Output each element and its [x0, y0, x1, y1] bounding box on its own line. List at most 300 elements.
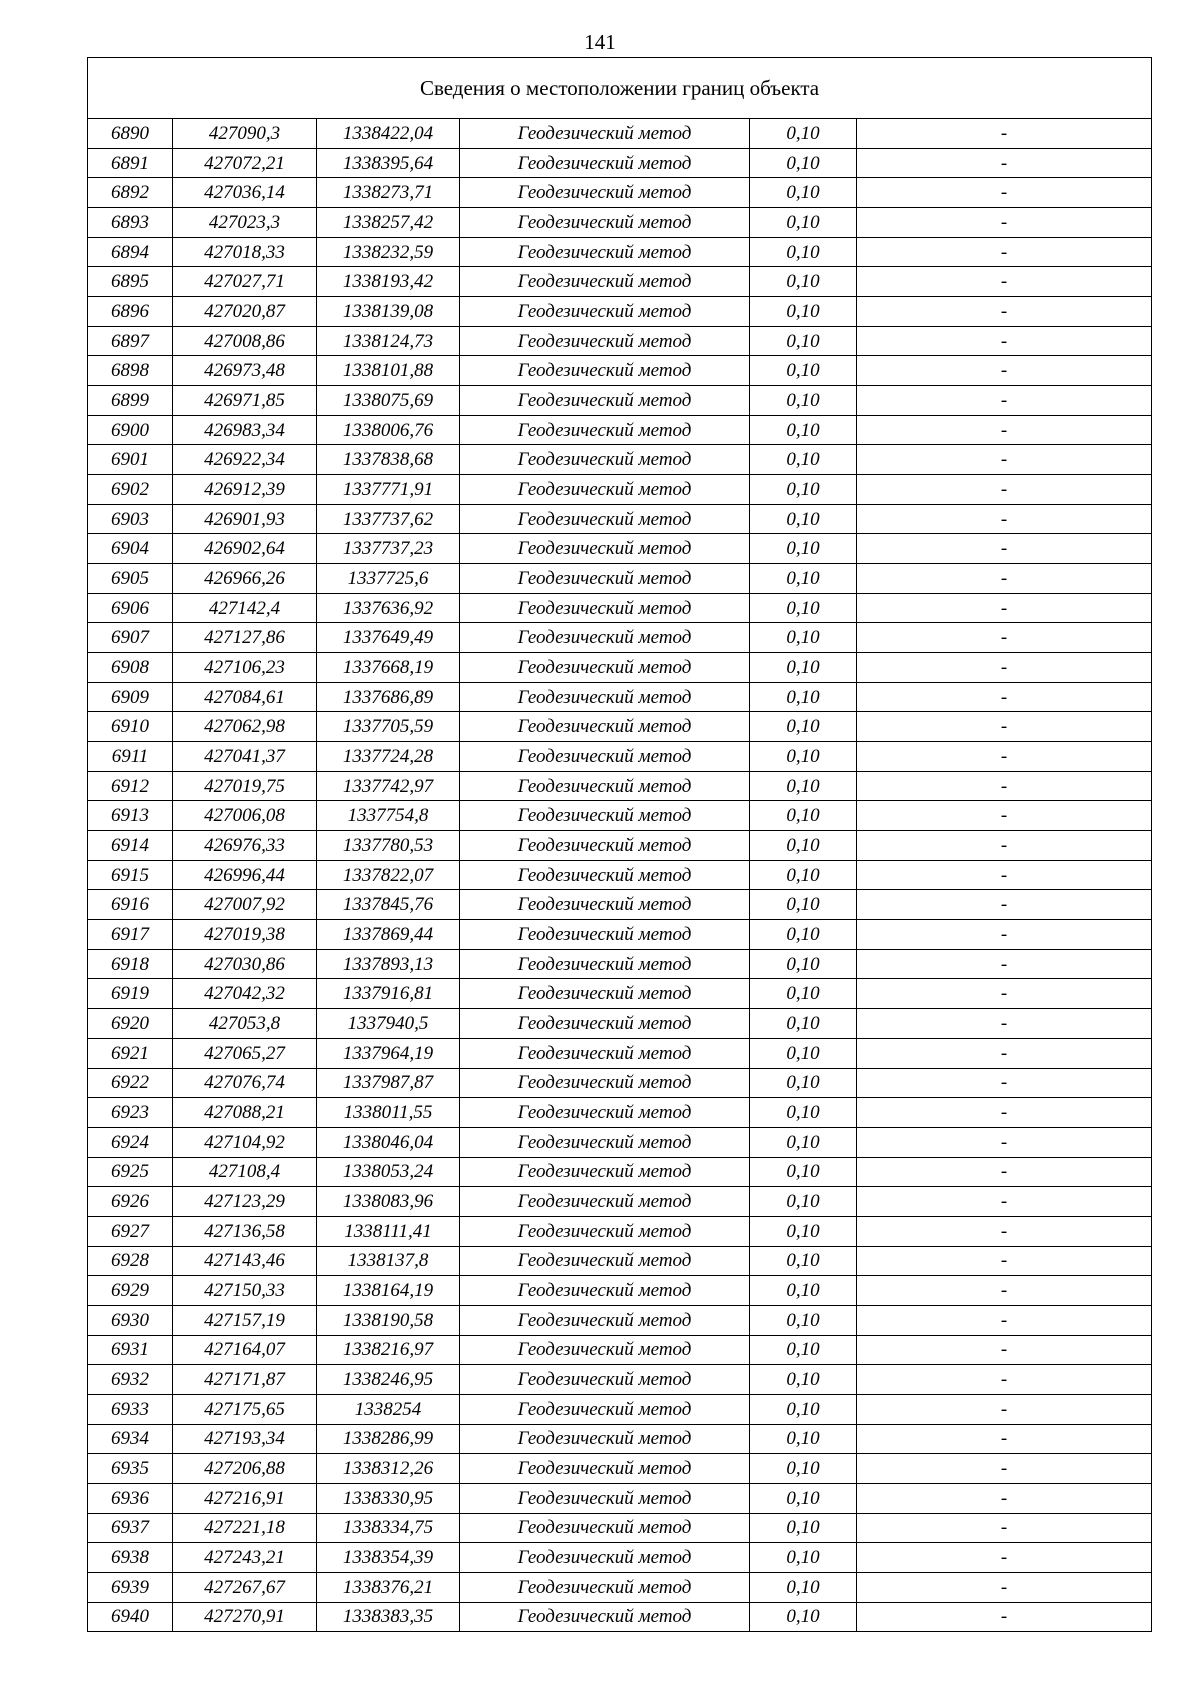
table-row: [88, 1098, 1152, 1128]
x-coordinate-cell: 427019,38: [173, 920, 317, 950]
table-row: [88, 1572, 1152, 1602]
method-cell: Геодезический метод: [460, 653, 750, 683]
method-cell: Геодезический метод: [460, 682, 750, 712]
method-cell: Геодезический метод: [460, 237, 750, 267]
method-cell: Геодезический метод: [460, 1483, 750, 1513]
x-coordinate-cell: 427164,07: [173, 1335, 317, 1365]
accuracy-cell: 0,10: [750, 119, 857, 149]
y-coordinate-cell: 1337705,59: [317, 712, 460, 742]
table-row: [88, 949, 1152, 979]
table-row: [88, 1394, 1152, 1424]
method-cell: Геодезический метод: [460, 949, 750, 979]
method-cell: Геодезический метод: [460, 148, 750, 178]
x-coordinate-cell: 426976,33: [173, 831, 317, 861]
accuracy-cell: 0,10: [750, 1602, 857, 1632]
y-coordinate-cell: 1337987,87: [317, 1068, 460, 1098]
table-row: [88, 178, 1152, 208]
x-coordinate-cell: 427104,92: [173, 1127, 317, 1157]
x-coordinate-cell: 427221,18: [173, 1513, 317, 1543]
description-cell: -: [857, 979, 1152, 1009]
table-row: [88, 653, 1152, 683]
y-coordinate-cell: 1337771,91: [317, 475, 460, 505]
point-number-cell: 6903: [88, 504, 173, 534]
table-row: [88, 771, 1152, 801]
description-cell: -: [857, 712, 1152, 742]
y-coordinate-cell: 1338334,75: [317, 1513, 460, 1543]
accuracy-cell: 0,10: [750, 1038, 857, 1068]
method-cell: Геодезический метод: [460, 356, 750, 386]
point-number-cell: 6902: [88, 475, 173, 505]
accuracy-cell: 0,10: [750, 178, 857, 208]
x-coordinate-cell: 427042,32: [173, 979, 317, 1009]
boundary-coordinates-table: [87, 57, 1152, 1632]
accuracy-cell: 0,10: [750, 415, 857, 445]
method-cell: Геодезический метод: [460, 1454, 750, 1484]
y-coordinate-cell: 1337649,49: [317, 623, 460, 653]
point-number-cell: 6930: [88, 1305, 173, 1335]
description-cell: -: [857, 1572, 1152, 1602]
point-number-cell: 6895: [88, 267, 173, 297]
description-cell: -: [857, 1602, 1152, 1632]
point-number-cell: 6899: [88, 386, 173, 416]
table-row: [88, 1513, 1152, 1543]
y-coordinate-cell: 1338075,69: [317, 386, 460, 416]
table-row: [88, 237, 1152, 267]
description-cell: -: [857, 564, 1152, 594]
x-coordinate-cell: 427030,86: [173, 949, 317, 979]
table-row: [88, 890, 1152, 920]
method-cell: Геодезический метод: [460, 1276, 750, 1306]
method-cell: Геодезический метод: [460, 920, 750, 950]
x-coordinate-cell: 427023,3: [173, 208, 317, 238]
x-coordinate-cell: 426973,48: [173, 356, 317, 386]
point-number-cell: 6934: [88, 1424, 173, 1454]
point-number-cell: 6896: [88, 297, 173, 327]
accuracy-cell: 0,10: [750, 1335, 857, 1365]
x-coordinate-cell: 427270,91: [173, 1602, 317, 1632]
point-number-cell: 6921: [88, 1038, 173, 1068]
description-cell: -: [857, 148, 1152, 178]
accuracy-cell: 0,10: [750, 1009, 857, 1039]
accuracy-cell: 0,10: [750, 564, 857, 594]
point-number-cell: 6924: [88, 1127, 173, 1157]
table-row: [88, 475, 1152, 505]
x-coordinate-cell: 427018,33: [173, 237, 317, 267]
x-coordinate-cell: 427150,33: [173, 1276, 317, 1306]
description-cell: -: [857, 742, 1152, 772]
method-cell: Геодезический метод: [460, 1157, 750, 1187]
x-coordinate-cell: 427065,27: [173, 1038, 317, 1068]
point-number-cell: 6912: [88, 771, 173, 801]
method-cell: Геодезический метод: [460, 593, 750, 623]
x-coordinate-cell: 427072,21: [173, 148, 317, 178]
description-cell: -: [857, 653, 1152, 683]
description-cell: -: [857, 119, 1152, 149]
description-cell: -: [857, 1127, 1152, 1157]
point-number-cell: 6917: [88, 920, 173, 950]
table-row: [88, 1335, 1152, 1365]
point-number-cell: 6900: [88, 415, 173, 445]
table-row: [88, 1424, 1152, 1454]
y-coordinate-cell: 1338286,99: [317, 1424, 460, 1454]
point-number-cell: 6926: [88, 1187, 173, 1217]
description-cell: -: [857, 1424, 1152, 1454]
y-coordinate-cell: 1337754,8: [317, 801, 460, 831]
x-coordinate-cell: 427019,75: [173, 771, 317, 801]
table-row: [88, 1454, 1152, 1484]
point-number-cell: 6923: [88, 1098, 173, 1128]
point-number-cell: 6909: [88, 682, 173, 712]
accuracy-cell: 0,10: [750, 504, 857, 534]
table-row: [88, 1305, 1152, 1335]
y-coordinate-cell: 1337916,81: [317, 979, 460, 1009]
point-number-cell: 6936: [88, 1483, 173, 1513]
point-number-cell: 6893: [88, 208, 173, 238]
y-coordinate-cell: 1338254: [317, 1394, 460, 1424]
point-number-cell: 6937: [88, 1513, 173, 1543]
description-cell: -: [857, 1305, 1152, 1335]
y-coordinate-cell: 1338124,73: [317, 326, 460, 356]
description-cell: -: [857, 1543, 1152, 1573]
point-number-cell: 6911: [88, 742, 173, 772]
x-coordinate-cell: 426912,39: [173, 475, 317, 505]
accuracy-cell: 0,10: [750, 771, 857, 801]
description-cell: -: [857, 593, 1152, 623]
method-cell: Геодезический метод: [460, 415, 750, 445]
x-coordinate-cell: 427090,3: [173, 119, 317, 149]
description-cell: -: [857, 415, 1152, 445]
description-cell: -: [857, 356, 1152, 386]
table-row: [88, 682, 1152, 712]
x-coordinate-cell: 426996,44: [173, 860, 317, 890]
y-coordinate-cell: 1337869,44: [317, 920, 460, 950]
method-cell: Геодезический метод: [460, 564, 750, 594]
description-cell: -: [857, 1038, 1152, 1068]
method-cell: Геодезический метод: [460, 1009, 750, 1039]
y-coordinate-cell: 1337822,07: [317, 860, 460, 890]
y-coordinate-cell: 1337737,62: [317, 504, 460, 534]
accuracy-cell: 0,10: [750, 267, 857, 297]
table-row: [88, 1365, 1152, 1395]
table-row: [88, 742, 1152, 772]
table-row: [88, 356, 1152, 386]
accuracy-cell: 0,10: [750, 1365, 857, 1395]
method-cell: Геодезический метод: [460, 1365, 750, 1395]
table-row: [88, 1483, 1152, 1513]
x-coordinate-cell: 426901,93: [173, 504, 317, 534]
method-cell: Геодезический метод: [460, 1098, 750, 1128]
table-row: [88, 801, 1152, 831]
description-cell: -: [857, 682, 1152, 712]
method-cell: Геодезический метод: [460, 1305, 750, 1335]
table-row: [88, 712, 1152, 742]
table-row: [88, 1543, 1152, 1573]
table-title: Сведения о местоположении границ объекта: [88, 58, 1152, 119]
description-cell: -: [857, 1335, 1152, 1365]
method-cell: Геодезический метод: [460, 326, 750, 356]
accuracy-cell: 0,10: [750, 742, 857, 772]
accuracy-cell: 0,10: [750, 1454, 857, 1484]
method-cell: Геодезический метод: [460, 1543, 750, 1573]
method-cell: Геодезический метод: [460, 742, 750, 772]
table-row: [88, 1157, 1152, 1187]
y-coordinate-cell: 1337686,89: [317, 682, 460, 712]
accuracy-cell: 0,10: [750, 1543, 857, 1573]
accuracy-cell: 0,10: [750, 1068, 857, 1098]
x-coordinate-cell: 427006,08: [173, 801, 317, 831]
table-row: [88, 148, 1152, 178]
x-coordinate-cell: 427084,61: [173, 682, 317, 712]
method-cell: Геодезический метод: [460, 208, 750, 238]
point-number-cell: 6918: [88, 949, 173, 979]
x-coordinate-cell: 426983,34: [173, 415, 317, 445]
method-cell: Геодезический метод: [460, 1187, 750, 1217]
x-coordinate-cell: 427027,71: [173, 267, 317, 297]
x-coordinate-cell: 427243,21: [173, 1543, 317, 1573]
y-coordinate-cell: 1337964,19: [317, 1038, 460, 1068]
accuracy-cell: 0,10: [750, 949, 857, 979]
y-coordinate-cell: 1338257,42: [317, 208, 460, 238]
accuracy-cell: 0,10: [750, 801, 857, 831]
x-coordinate-cell: 427008,86: [173, 326, 317, 356]
y-coordinate-cell: 1338330,95: [317, 1483, 460, 1513]
x-coordinate-cell: 427143,46: [173, 1246, 317, 1276]
description-cell: -: [857, 623, 1152, 653]
table-row: [88, 593, 1152, 623]
point-number-cell: 6905: [88, 564, 173, 594]
x-coordinate-cell: 427088,21: [173, 1098, 317, 1128]
description-cell: -: [857, 208, 1152, 238]
method-cell: Геодезический метод: [460, 1068, 750, 1098]
table-row: [88, 297, 1152, 327]
point-number-cell: 6938: [88, 1543, 173, 1573]
method-cell: Геодезический метод: [460, 1572, 750, 1602]
description-cell: -: [857, 1276, 1152, 1306]
method-cell: Геодезический метод: [460, 534, 750, 564]
method-cell: Геодезический метод: [460, 1602, 750, 1632]
description-cell: -: [857, 1483, 1152, 1513]
method-cell: Геодезический метод: [460, 445, 750, 475]
method-cell: Геодезический метод: [460, 178, 750, 208]
accuracy-cell: 0,10: [750, 860, 857, 890]
table-row: [88, 1187, 1152, 1217]
accuracy-cell: 0,10: [750, 682, 857, 712]
x-coordinate-cell: 427142,4: [173, 593, 317, 623]
point-number-cell: 6922: [88, 1068, 173, 1098]
accuracy-cell: 0,10: [750, 1394, 857, 1424]
method-cell: Геодезический метод: [460, 267, 750, 297]
method-cell: Геодезический метод: [460, 831, 750, 861]
description-cell: -: [857, 920, 1152, 950]
x-coordinate-cell: 427020,87: [173, 297, 317, 327]
accuracy-cell: 0,10: [750, 593, 857, 623]
y-coordinate-cell: 1338101,88: [317, 356, 460, 386]
table-row: [88, 1246, 1152, 1276]
accuracy-cell: 0,10: [750, 386, 857, 416]
accuracy-cell: 0,10: [750, 831, 857, 861]
x-coordinate-cell: 426966,26: [173, 564, 317, 594]
description-cell: -: [857, 1246, 1152, 1276]
table-row: [88, 119, 1152, 149]
description-cell: -: [857, 445, 1152, 475]
accuracy-cell: 0,10: [750, 1305, 857, 1335]
point-number-cell: 6939: [88, 1572, 173, 1602]
point-number-cell: 6892: [88, 178, 173, 208]
table-title-row: [88, 58, 1152, 119]
point-number-cell: 6908: [88, 653, 173, 683]
description-cell: -: [857, 949, 1152, 979]
description-cell: -: [857, 801, 1152, 831]
point-number-cell: 6901: [88, 445, 173, 475]
table-row: [88, 564, 1152, 594]
method-cell: Геодезический метод: [460, 1394, 750, 1424]
description-cell: -: [857, 534, 1152, 564]
x-coordinate-cell: 426902,64: [173, 534, 317, 564]
y-coordinate-cell: 1338164,19: [317, 1276, 460, 1306]
x-coordinate-cell: 427007,92: [173, 890, 317, 920]
table-row: [88, 1127, 1152, 1157]
y-coordinate-cell: 1338383,35: [317, 1602, 460, 1632]
x-coordinate-cell: 427041,37: [173, 742, 317, 772]
point-number-cell: 6910: [88, 712, 173, 742]
accuracy-cell: 0,10: [750, 208, 857, 238]
method-cell: Геодезический метод: [460, 1424, 750, 1454]
accuracy-cell: 0,10: [750, 1513, 857, 1543]
table-row: [88, 386, 1152, 416]
table-row: [88, 920, 1152, 950]
accuracy-cell: 0,10: [750, 1572, 857, 1602]
y-coordinate-cell: 1337725,6: [317, 564, 460, 594]
x-coordinate-cell: 427076,74: [173, 1068, 317, 1098]
table-row: [88, 1009, 1152, 1039]
y-coordinate-cell: 1337724,28: [317, 742, 460, 772]
y-coordinate-cell: 1338111,41: [317, 1216, 460, 1246]
table-row: [88, 415, 1152, 445]
y-coordinate-cell: 1338354,39: [317, 1543, 460, 1573]
accuracy-cell: 0,10: [750, 890, 857, 920]
y-coordinate-cell: 1337668,19: [317, 653, 460, 683]
x-coordinate-cell: 426971,85: [173, 386, 317, 416]
accuracy-cell: 0,10: [750, 1276, 857, 1306]
y-coordinate-cell: 1338006,76: [317, 415, 460, 445]
table-row: [88, 326, 1152, 356]
x-coordinate-cell: 427171,87: [173, 1365, 317, 1395]
accuracy-cell: 0,10: [750, 712, 857, 742]
point-number-cell: 6897: [88, 326, 173, 356]
accuracy-cell: 0,10: [750, 920, 857, 950]
x-coordinate-cell: 427106,23: [173, 653, 317, 683]
y-coordinate-cell: 1338376,21: [317, 1572, 460, 1602]
x-coordinate-cell: 427062,98: [173, 712, 317, 742]
y-coordinate-cell: 1337893,13: [317, 949, 460, 979]
y-coordinate-cell: 1338246,95: [317, 1365, 460, 1395]
y-coordinate-cell: 1338273,71: [317, 178, 460, 208]
y-coordinate-cell: 1338083,96: [317, 1187, 460, 1217]
description-cell: -: [857, 831, 1152, 861]
point-number-cell: 6929: [88, 1276, 173, 1306]
description-cell: -: [857, 475, 1152, 505]
table-row: [88, 1068, 1152, 1098]
accuracy-cell: 0,10: [750, 445, 857, 475]
x-coordinate-cell: 427053,8: [173, 1009, 317, 1039]
description-cell: -: [857, 1454, 1152, 1484]
point-number-cell: 6933: [88, 1394, 173, 1424]
table-row: [88, 979, 1152, 1009]
description-cell: -: [857, 1513, 1152, 1543]
method-cell: Геодезический метод: [460, 1216, 750, 1246]
description-cell: -: [857, 504, 1152, 534]
description-cell: -: [857, 1068, 1152, 1098]
y-coordinate-cell: 1338139,08: [317, 297, 460, 327]
point-number-cell: 6940: [88, 1602, 173, 1632]
method-cell: Геодезический метод: [460, 1038, 750, 1068]
description-cell: -: [857, 326, 1152, 356]
method-cell: Геодезический метод: [460, 801, 750, 831]
x-coordinate-cell: 427136,58: [173, 1216, 317, 1246]
accuracy-cell: 0,10: [750, 623, 857, 653]
point-number-cell: 6919: [88, 979, 173, 1009]
table-row: [88, 208, 1152, 238]
description-cell: -: [857, 890, 1152, 920]
description-cell: -: [857, 1394, 1152, 1424]
method-cell: Геодезический метод: [460, 504, 750, 534]
table-row: [88, 1038, 1152, 1068]
y-coordinate-cell: 1338190,58: [317, 1305, 460, 1335]
point-number-cell: 6927: [88, 1216, 173, 1246]
point-number-cell: 6914: [88, 831, 173, 861]
x-coordinate-cell: 427193,34: [173, 1424, 317, 1454]
accuracy-cell: 0,10: [750, 653, 857, 683]
accuracy-cell: 0,10: [750, 356, 857, 386]
y-coordinate-cell: 1337780,53: [317, 831, 460, 861]
method-cell: Геодезический метод: [460, 119, 750, 149]
method-cell: Геодезический метод: [460, 475, 750, 505]
method-cell: Геодезический метод: [460, 297, 750, 327]
y-coordinate-cell: 1338232,59: [317, 237, 460, 267]
table-row: [88, 623, 1152, 653]
point-number-cell: 6913: [88, 801, 173, 831]
x-coordinate-cell: 427108,4: [173, 1157, 317, 1187]
y-coordinate-cell: 1338312,26: [317, 1454, 460, 1484]
description-cell: -: [857, 237, 1152, 267]
y-coordinate-cell: 1337636,92: [317, 593, 460, 623]
accuracy-cell: 0,10: [750, 326, 857, 356]
method-cell: Геодезический метод: [460, 712, 750, 742]
y-coordinate-cell: 1338011,55: [317, 1098, 460, 1128]
y-coordinate-cell: 1338193,42: [317, 267, 460, 297]
method-cell: Геодезический метод: [460, 860, 750, 890]
point-number-cell: 6906: [88, 593, 173, 623]
point-number-cell: 6894: [88, 237, 173, 267]
table-row: [88, 1602, 1152, 1632]
description-cell: -: [857, 860, 1152, 890]
y-coordinate-cell: 1338046,04: [317, 1127, 460, 1157]
accuracy-cell: 0,10: [750, 534, 857, 564]
accuracy-cell: 0,10: [750, 297, 857, 327]
point-number-cell: 6925: [88, 1157, 173, 1187]
table-row: [88, 445, 1152, 475]
page-number: 141: [584, 30, 616, 54]
x-coordinate-cell: 427157,19: [173, 1305, 317, 1335]
table-body: [88, 58, 1152, 1632]
table-row: [88, 534, 1152, 564]
point-number-cell: 6920: [88, 1009, 173, 1039]
x-coordinate-cell: 427175,65: [173, 1394, 317, 1424]
description-cell: -: [857, 1187, 1152, 1217]
table-row: [88, 860, 1152, 890]
method-cell: Геодезический метод: [460, 1246, 750, 1276]
accuracy-cell: 0,10: [750, 1187, 857, 1217]
